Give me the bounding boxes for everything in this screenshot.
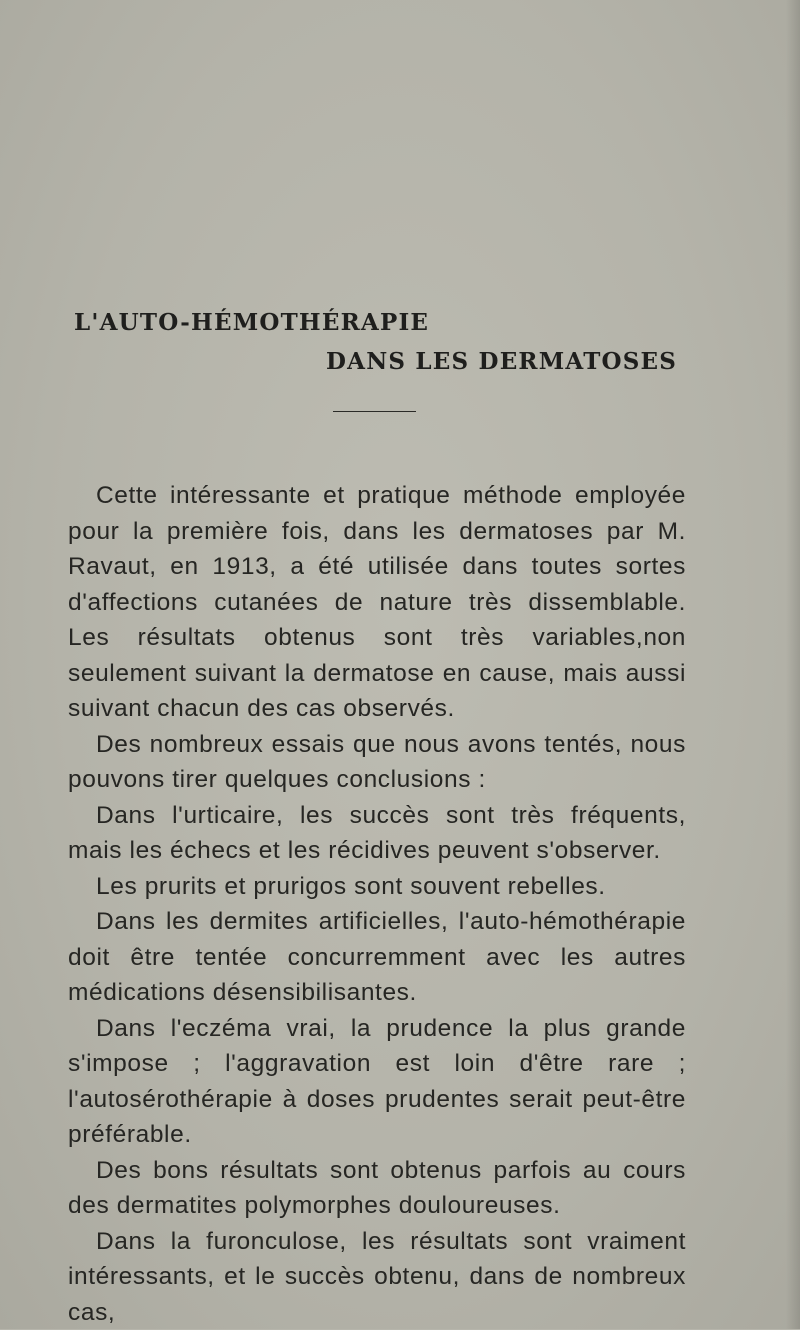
chapter-title-line-1: L'AUTO-HÉMOTHÉRAPIE — [74, 309, 429, 336]
paragraph-prurits: Les prurits et prurigos sont souvent rebelles. — [68, 869, 686, 905]
paragraph-intro: Cette intéressante et pratique méthode employée pour la première fois, dans les dermatoses par M. Ravaut, en 1913, a été utilisée dans toutes sortes d'affections cutanées de nature très dissemblable. Les résultats obtenus sont très variables,non seulement suivant la dermatose en cause, mais aussi suivant chacun des cas observés. — [68, 478, 686, 727]
chapter-title-line-2: DANS LES DERMATOSES — [326, 348, 677, 375]
body-text — [68, 478, 686, 1330]
page-edge-shadow — [786, 0, 800, 1329]
paragraph-eczema: Dans l'eczéma vrai, la prudence la plus grande s'impose ; l'aggravation est loin d'être rare ; l'autosérothérapie à doses prudentes serait peut-être préférable. — [68, 1011, 686, 1153]
paragraph-furonculose: Dans la furonculose, les résultats sont vraiment intéressants, et le succès obtenu, dans de nombreux cas, — [68, 1224, 686, 1330]
paragraph-urticaire: Dans l'urticaire, les succès sont très fréquents, mais les échecs et les récidives peuvent s'observer. — [68, 798, 686, 869]
paragraph-conclusions-lead: Des nombreux essais que nous avons tentés, nous pouvons tirer quelques conclusions : — [68, 727, 686, 798]
paragraph-dermites: Dans les dermites artificielles, l'auto-hémothérapie doit être tentée concurremment avec les autres médications désensibilisantes. — [68, 904, 686, 1011]
title-divider-rule — [333, 411, 416, 412]
paragraph-dermatites: Des bons résultats sont obtenus parfois au cours des dermatites polymorphes douloureuses. — [68, 1153, 686, 1224]
